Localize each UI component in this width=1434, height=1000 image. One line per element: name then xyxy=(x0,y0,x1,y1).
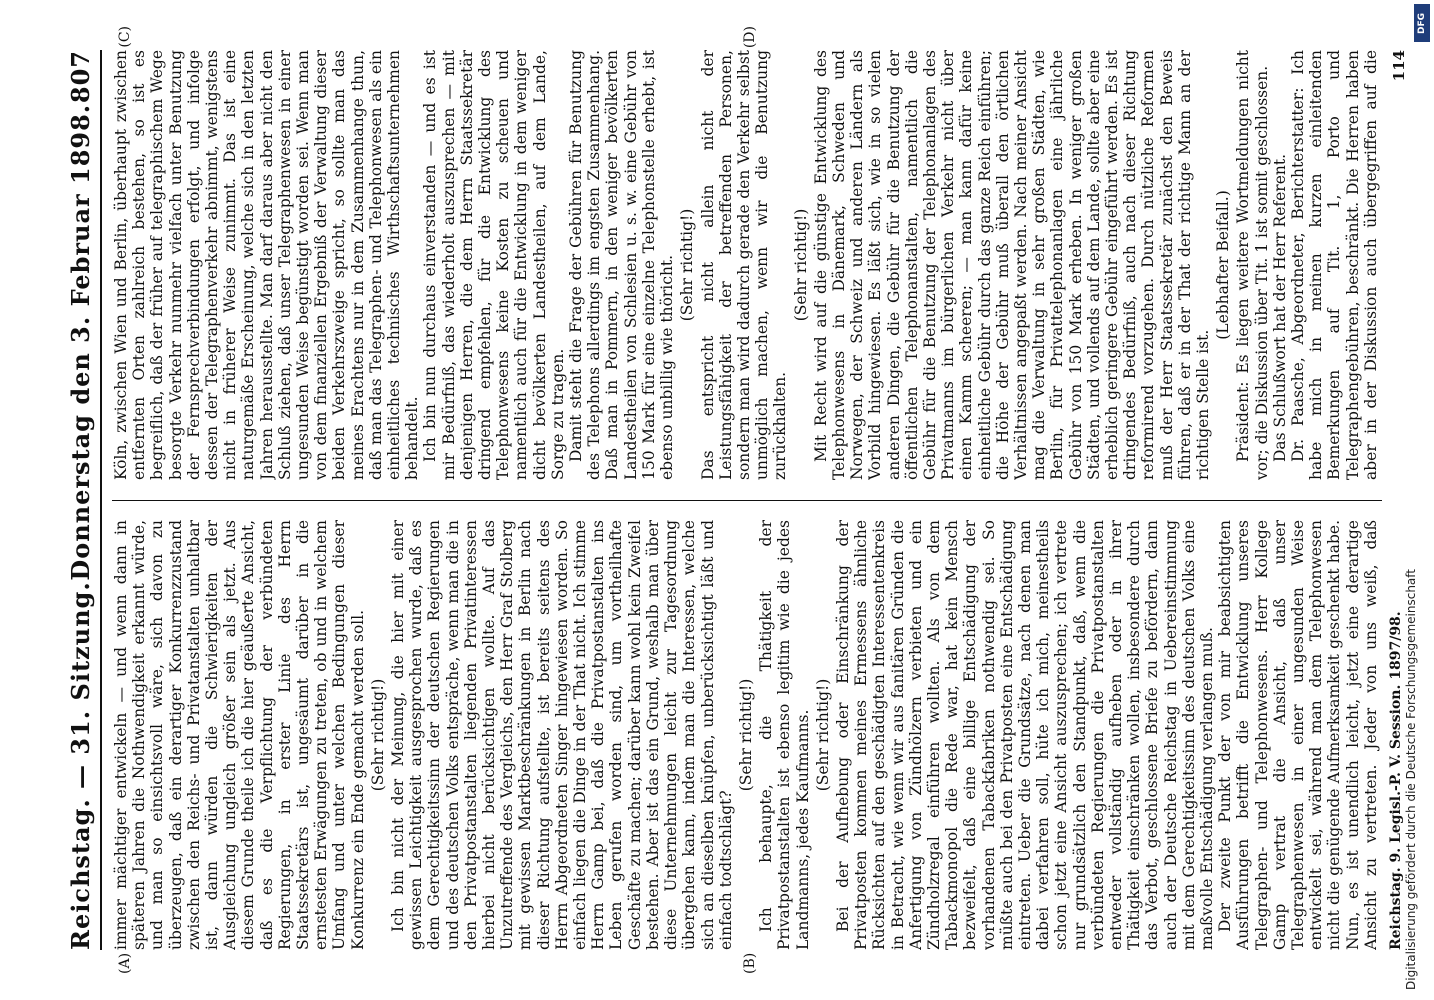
header-date: Donnerstag den 3. Februar 1898. xyxy=(65,103,95,581)
footer-sheet-number: 114 xyxy=(1390,50,1408,82)
interjection: (Sehr richtig!) xyxy=(736,678,755,792)
margin-letter-d: (D) xyxy=(742,26,758,49)
paragraph: Das entspricht nicht allein nicht der Leistungsfähigkeit der betreffenden Personen, sondern man wird dadurch gerade den Verkehr selbst unmöglich machen, wenn wir die Benutzung zurückhalten. xyxy=(698,50,790,480)
paragraph: Ich bin nun durchaus einverstanden — und es ist mir Bedürfniß, das wiederholt auszusprechen — mit denjenigen Herren, die dem Herrn Staatssekretär dringend empfehlen, für die Entwicklung des Telephonwesens keine Kosten zu scheuen und namentlich auch für die Entwicklung in dem weniger dicht bevölkerten Landestheilen, auf dem Lande, Sorge zu tragen. xyxy=(421,50,567,480)
paragraph: Präsident: Es liegen weitere Wortmeldungen nicht vor; die Diskussion über Tit. 1 ist somit geschlossen. xyxy=(1234,50,1271,480)
paragraph: Der zweite Punkt der von mir beabsichtigten Ausführungen betrifft die Entwicklung unseres Telegraphen- und Telephonwesens. Herr Kollege Gamp vertrat die Ansicht, daß unser Telegraphenwesen in einer ungesunden Weise entwickelt sei, während man dem Telephonwesen nicht die genügende Aufmerksamkeit geschenkt habe. Nun, es ist unendlich leicht, jetzt eine derartige Ansicht zu vertreten. Jeder von uns weiß, daß xyxy=(1216,520,1380,950)
paragraph: Ich behaupte, die Thätigkeit der Privatpostanstalten ist ebenso legitim wie die jedes Landmanns, jedes Kaufmanns. xyxy=(757,520,812,950)
paragraph: Bei der Aufhebung oder Einschränkung der Privatposten kommen meines Ermessens ähnliche Rücksichten auf den geschädigten Interessentenkreis in Betracht, wie wenn wir aus fanitären Gründen die Anfertigung von Zündhölzern verbieten und ein Zündholzregal einführen wollten. Als von dem Tabackmonopol die Rede war, hat kein Mensch bezweifelt, daß eine billige Entschädigung der vorhandenen Tabackfabriken nothwendig sei. So müßte auch bei den Privatposten eine Entschädigung eintreten. Ueber die Grundsätze, nach denen man dabei verfahren soll, hüte ich mich, meinestheils schon jetzt eine Ansicht auszusprechen; ich vertrete nur grundsätzlich den Standpunkt, daß, wenn die verbündeten Regierungen die Privatpostanstalten entweder vollständig aufheben oder in ihrer Thätigkeit einschränken wollen, insbesondere durch das Verbot, geschlossene Briefe zu befördern, dann auch der Deutsche Reichstag in Uebereinstimmung mit dem Gerechtigkeitssinn des deutschen Volks eine maßvolle Entschädigung verlangen muß. xyxy=(833,520,1216,950)
paragraph: Köln, zwischen Wien und Berlin, überhaupt zwischen entfernten Orten zahlreich bestehen, so ist es begreiflich, daß der früher auf telegraphischem Wege besorgte Verkehr nunmehr vielfach unter Benutzung der Fernsprechverbindungen erfolgt, und infolge dessen der Telegraphenverkehr abnimmt, wenigstens nicht in früherer Weise zunimmt. Das ist eine naturgemäße Erscheinung, welche sich in den letzten Jahren herausstellte. Man darf daraus aber nicht den Schluß ziehen, daß unser Telegraphenwesen in einer ungesunden Weise begünstigt worden sei. Wenn man von dem finanziellen Ergebniß der Verwaltung dieser beiden Verkehrszweige spricht, so sollte man das meines Erachtens nur in dem Zusammenhange thun, daß man das Telegraphen- und Telephonwesen als ein einheitliches technisches Wirthschaftsunternehmen behandelt. xyxy=(112,50,422,480)
margin-letter-b: (B) xyxy=(742,952,758,974)
right-column xyxy=(112,50,1382,480)
paragraph: Ich bin nicht der Meinung, die hier mit einer gewissen Leichtigkeit ausgesprochen wurde, daß es dem Gerechtigkeitssinn der deutschen Regierungen und des deutschen Volks entspräche, wenn man die in den Privatpostanstalten liegenden Privatinteressen hierbei nicht berücksichtigen wollte. Auf das Unzutreffende des Vergleichs, den Herr Graf Stolberg mit gewissen Marktbeschränkungen in Berlin nach dieser Richtung aufstellte, ist bereits seitens des Herrn Abgeordneten Singer hingewiesen worden. So einfach liegen die Dinge in der That nicht. Ich stimme Herrn Gamp bei, daß die Privatpostanstalten ins Leben gerufen worden sind, um vortheilhafte Geschäfte zu machen; darüber kann wohl kein Zweifel bestehen. Aber ist das ein Grund, weshalb man über diese Unternehmungen leicht zur Tagesordnung übergehen kann, indem man die Interessen, welche sich an dieselben knüpfen, unberücksichtigt läßt und einfach todtschlägt? xyxy=(389,520,735,950)
dfg-logo-icon: DFG xyxy=(1414,4,1430,42)
page-number: 807 xyxy=(65,50,95,104)
paragraph: Das Schlußwort hat der Herr Referent. xyxy=(1270,153,1289,462)
paragraph: Mit Recht wird auf die günstige Entwicklung des Telephonwesens in Dänemark, Schweden und Norwegen, der Schweiz und anderen Ländern als Vorbild hingewiesen. Es läßt sich, wie in so vielen anderen Dingen, die Gebühr für die Benutzung der öffentlichen Telephonanstalten, namentlich die Gebühr für die Benutzung der Telephonanlagen des Privatmanns im bürgerlichen Verkehr nicht über einen Kamm scheeren; — man kann dafür keine einheitliche Gebühr durch das ganze Reich einführen; die Höhe der Gebühr muß überall den örtlichen Verhältnissen angepaßt werden. Nach meiner Ansicht mag die Verwaltung in sehr großen Städten, wie Berlin, für Privattelephonanlagen eine jährliche Gebühr von 150 Mark erheben. In weniger großen Städten, und vollends auf dem Lande, sollte aber eine erheblich geringere Gebühr eingeführt werden. Es ist dringendes Bedürfniß, auch nach dieser Richtung reformirend vorzugehen. Durch nützliche Reformen muß der Herr Staatssekretär zunächst den Beweis führen, daß er in der That der richtige Mann an der richtigen Stelle ist. xyxy=(811,50,1212,480)
paragraph: Damit steht die Frage der Gebühren für Benutzung des Telephons allerdings im engsten Zusammenhang. Daß man in Pommern, in den weniger bevölkerten Landestheilen von Schlesien u. s. w. eine Gebühr von 150 Mark für eine einzelne Telephonstelle erhebt, ist ebenso unbillig wie thöricht. xyxy=(567,50,677,480)
footer-session: Reichstag. 9. Legisl.-P. V. Session. 1897/98. xyxy=(1388,611,1404,950)
column-divider xyxy=(112,500,1382,501)
dfg-watermark xyxy=(1400,0,1434,1000)
rotated-page xyxy=(42,20,1422,980)
paragraph: Dr. Paasche, Abgeordneter, Berichterstatter: Ich habe mich in meinen kurzen einleitenden Bemerkungen auf Tit. 1, Porto und Telegraphengebühren, beschränkt. Die Herren haben aber in der Diskussion auch übergegriffen auf die xyxy=(1289,50,1380,480)
header-left: Reichstag. — 31. Sitzung. xyxy=(65,581,95,950)
left-column xyxy=(112,520,1382,950)
interjection: (Sehr richtig!) xyxy=(368,678,387,792)
margin-letter-c: (C) xyxy=(117,26,133,48)
interjection: (Sehr richtig!) xyxy=(791,208,810,322)
interjection: (Sehr richtig!) xyxy=(678,208,697,322)
dfg-watermark-text: Digitalisierung gefördert durch die Deutsche Forschungsgemeinschaft xyxy=(1404,568,1418,990)
paragraph: immer mächtiger entwickeln — und wenn dann in späteren Jahren die Nothwendigkeit erkannt würde, und man so einsichtsvoll wäre, sich davon zu überzeugen, daß ein derartiger Konkurrenzzustand zwischen den Reichs- und Privatanstalten unhaltbar ist, dann würden die Schwierigkeiten der Ausgleichung ungleich größer sein als jetzt. Aus diesem Grunde theile ich die hier geäußerte Ansicht, daß es die Verpflichtung der verbündeten Regierungen, in erster Linie des Herrn Staatssekretärs ist, ungesäumt darüber in die ernstesten Erwägungen zu treten, ob und in welchem Umfang und unter welchen Bedingungen dieser Konkurrenz ein Ende gemacht werden soll. xyxy=(112,520,367,950)
page-header xyxy=(60,50,102,950)
interjection: (Lebhafter Beifall.) xyxy=(1214,190,1233,340)
interjection: (Sehr richtig!) xyxy=(813,678,832,792)
margin-letter-a: (A) xyxy=(117,952,133,974)
